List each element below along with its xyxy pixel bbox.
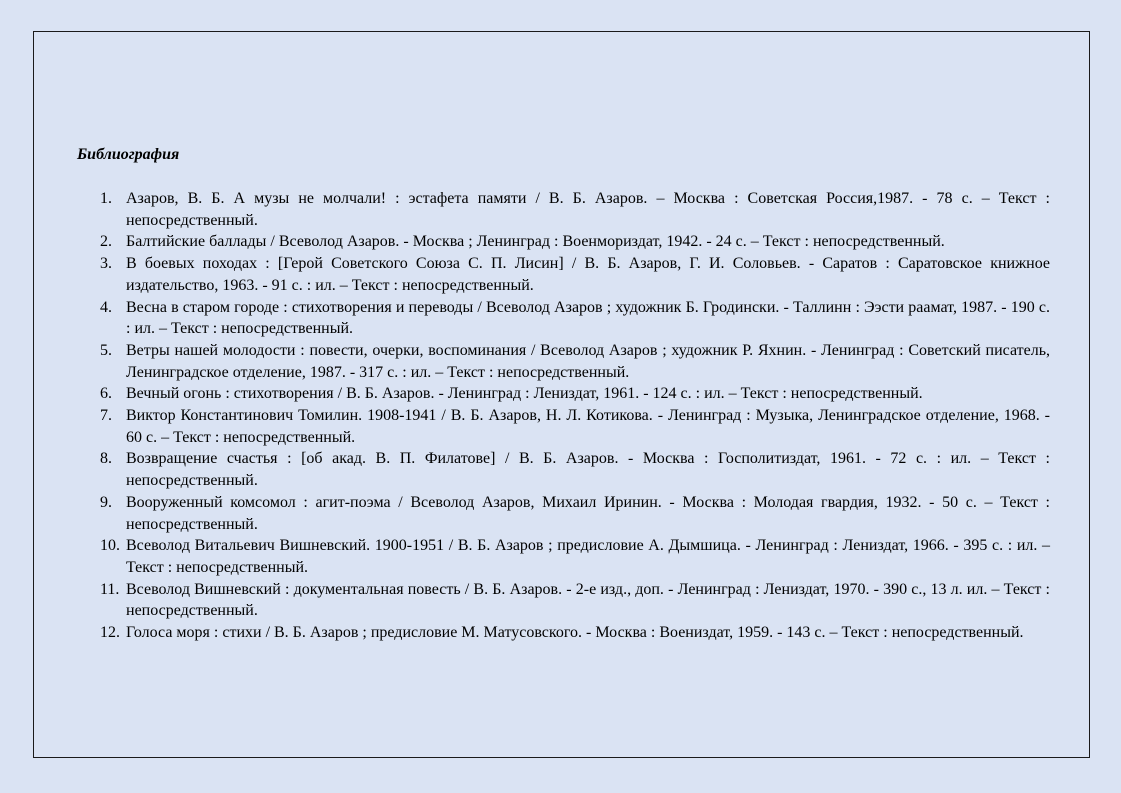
bibliography-list: [100, 188, 1050, 644]
entry-text: Возвращение счастья : [об акад. В. П. Филатове] / В. Б. Азаров. - Москва : Госполитиздат, 1961. - 72 с. : ил. – Текст : непосредственный.: [126, 450, 1050, 490]
entry-number: 12.: [100, 624, 120, 642]
entry-number: 10.: [100, 537, 120, 555]
entry-text: В боевых походах : [Герой Советского Союза С. П. Лисин] / В. Б. Азаров, Г. И. Соловьев. - Саратов : Саратовское книжное издательство, 1963. - 91 с. : ил. – Текст : непосредственный.: [126, 255, 1050, 294]
bibliography-heading: Библиография: [77, 146, 180, 163]
bibliography-entry: [100, 231, 1050, 253]
entry-number: 2.: [100, 233, 112, 251]
entry-text: Виктор Константинович Томилин. 1908-1941 / В. Б. Азаров, Н. Л. Котикова. - Ленинград : Музыка, Ленинградское отделение, 1968. - 60 с. – Текст : непосредственный.: [126, 407, 1050, 446]
entry-number: 3.: [100, 255, 112, 273]
entry-text: Балтийские баллады / Всеволод Азаров. - Москва ; Ленинград : Военмориздат, 1942. - 24 с. – Текст : непосредственный.: [126, 233, 945, 251]
entry-text: Азаров, В. Б. А музы не молчали! : эстафета памяти / В. Б. Азаров. – Москва : Советская Россия,1987. - 78 с. – Текст : непосредственный.: [126, 190, 1050, 229]
entry-text: Весна в старом городе : стихотворения и переводы / Всеволод Азаров ; художник Б. Гродински. - Таллинн : Ээсти раамат, 1987. - 190 с. : ил. – Текст : непосредственный.: [126, 298, 1050, 338]
bibliography-entry: [100, 579, 1050, 622]
bibliography-entry: [100, 297, 1050, 340]
entry-number: 9.: [100, 493, 112, 511]
entry-number: 6.: [100, 385, 112, 403]
entry-number: 8.: [100, 450, 112, 468]
entry-number: 1.: [100, 190, 112, 207]
entry-text: Ветры нашей молодости : повести, очерки, воспоминания / Всеволод Азаров ; художник Р. Яхнин. - Ленинград : Советский писатель, Ленинградское отделение, 1987. - 317 с. : ил. – Текст : непосредственный.: [126, 341, 1050, 381]
entry-text: Вечный огонь : стихотворения / В. Б. Азаров. - Ленинград : Лениздат, 1961. - 124 с. : ил. – Текст : непосредственный.: [126, 385, 923, 403]
bibliography-entry: [100, 535, 1050, 578]
entry-number: 5.: [100, 341, 112, 359]
entry-number: 7.: [100, 407, 112, 425]
bibliography-entry: [100, 383, 1050, 405]
entry-text: Голоса моря : стихи / В. Б. Азаров ; предисловие М. Матусовского. - Москва : Воениздат, 1959. - 143 с. – Текст : непосредственный.: [126, 624, 1024, 642]
entry-number: 11.: [100, 580, 120, 598]
bibliography-entry: [100, 405, 1050, 448]
bibliography-entry: [100, 448, 1050, 491]
entry-text: Всеволод Витальевич Вишневский. 1900-1951 / В. Б. Азаров ; предисловие А. Дымшица. - Ленинград : Лениздат, 1966. - 395 с. : ил. – Текст : непосредственный.: [126, 537, 1050, 576]
bibliography-entry: [100, 622, 1050, 644]
bibliography-entry: [100, 340, 1050, 383]
entry-number: 4.: [100, 298, 112, 316]
bibliography-entry: [100, 188, 1050, 231]
entry-text: Вооруженный комсомол : агит-поэма / Всеволод Азаров, Михаил Иринин. - Москва : Молодая гвардия, 1932. - 50 с. – Текст : непосредственный.: [126, 493, 1050, 533]
bibliography-entry: [100, 492, 1050, 535]
bibliography-entry: [100, 253, 1050, 296]
entry-text: Всеволод Вишневский : документальная повесть / В. Б. Азаров. - 2-е изд., доп. - Ленинград : Лениздат, 1970. - 390 с., 13 л. ил. – Текст : непосредственный.: [126, 580, 1050, 620]
